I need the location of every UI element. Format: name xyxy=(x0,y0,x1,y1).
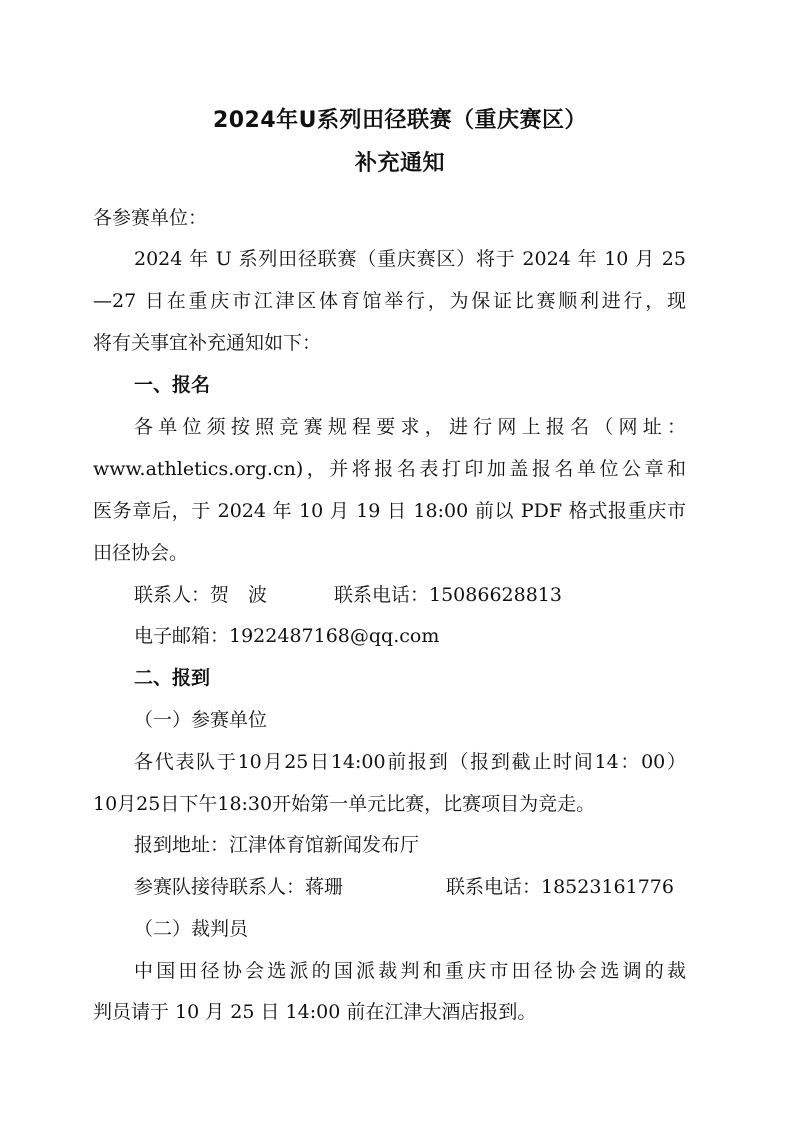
section2-sub1-heading: （一）参赛单位 xyxy=(134,709,268,731)
section1-line-1: 各单位须按照竞赛规程要求，进行网上报名（网址： xyxy=(134,416,686,438)
contact-email: 电子邮箱：1922487168@qq.com xyxy=(134,625,440,647)
section1-line-2: www.athletics.org.cn)，并将报名表打印加盖报名单位公章和 xyxy=(93,458,686,480)
document-title-line1: 2024年U系列田径联赛（重庆赛区） xyxy=(212,108,588,133)
section2-heading: 二、报到 xyxy=(134,667,211,689)
intro-line-3: 将有关事宜补充通知如下： xyxy=(93,332,322,354)
document-title-line2: 补充通知 xyxy=(354,151,445,176)
contact-person: 联系人：贺 波 xyxy=(134,584,268,606)
team-reception-phone: 联系电话：18523161776 xyxy=(446,876,674,898)
section2-sub2-heading: （二）裁判员 xyxy=(134,918,249,940)
intro-line-2: —27 日在重庆市江津区体育馆举行，为保证比赛顺利进行，现 xyxy=(93,290,686,312)
salutation: 各参赛单位： xyxy=(93,207,208,229)
section1-heading: 一、报名 xyxy=(134,374,211,396)
section2-sub2-line-2: 判员请于 10 月 25 日 14:00 前在江津大酒店报到。 xyxy=(93,1001,537,1023)
section1-line-4: 田径协会。 xyxy=(93,542,189,564)
section2-sub2-line-1: 中国田径协会选派的国派裁判和重庆市田径协会选调的裁 xyxy=(134,960,686,982)
section1-line-3: 医务章后，于 2024 年 10 月 19 日 18:00 前以 PDF 格式报重庆市 xyxy=(93,500,686,522)
checkin-address: 报到地址：江津体育馆新闻发布厅 xyxy=(134,834,420,856)
contact-phone: 联系电话：15086628813 xyxy=(334,584,562,606)
team-reception-contact: 参赛队接待联系人：蒋珊 xyxy=(134,876,344,898)
section2-sub1-line-1: 各代表队于10月25日14:00前报到（报到截止时间14：00） xyxy=(134,751,686,773)
intro-line-1: 2024 年 U 系列田径联赛（重庆赛区）将于 2024 年 10 月 25 xyxy=(134,248,686,270)
section2-sub1-line-2: 10月25日下午18:30开始第一单元比赛，比赛项目为竞走。 xyxy=(93,793,596,815)
